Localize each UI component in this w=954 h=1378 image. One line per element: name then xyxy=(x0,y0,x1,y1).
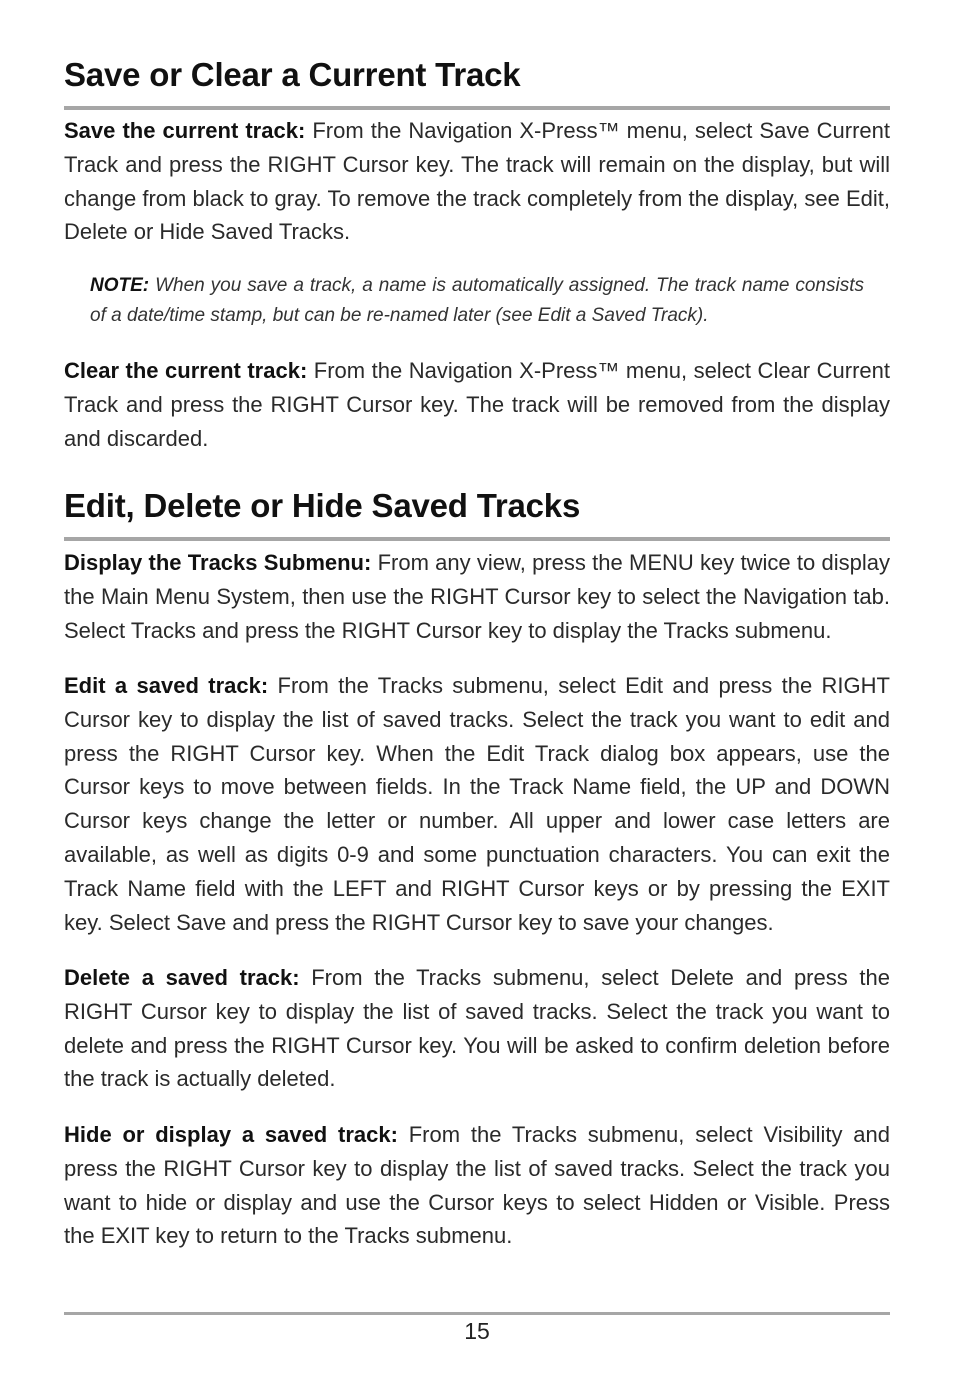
section-rule xyxy=(64,106,890,110)
footer-rule xyxy=(64,1312,890,1315)
section-title-save-clear: Save or Clear a Current Track xyxy=(64,56,521,93)
paragraph-text: From the Navigation X-Press™ menu, select Save Current Track and press the RIGHT Cursor key. The track will remain on the display, but will change from black to gray. To remove the track completely from the display, see Edit, Delete or Hide Saved Tracks. xyxy=(64,118,890,245)
paragraph-delete-saved-track xyxy=(64,961,890,1096)
note-track-naming xyxy=(90,271,864,330)
paragraph-text: From the Tracks submenu, select Edit and press the RIGHT Cursor key to display the list of saved tracks. Select the track you want to edit and press the RIGHT Cursor key. When the Edit Track dialog box appears, use the Cursor keys to move between fields. In the Track Name field, the UP and DOWN Cursor keys change the letter or number. All upper and lower case letters are available, as well as digits 0-9 and some punctuation characters. You can exit the Track Name field with the LEFT and RIGHT Cursor keys or by pressing the EXIT key. Select Save and press the RIGHT Cursor key to save your changes. xyxy=(64,673,890,935)
paragraph-hide-display-saved-track xyxy=(64,1118,890,1253)
paragraph-term: Edit a saved track: xyxy=(64,673,269,698)
page-number: 15 xyxy=(464,1318,490,1344)
paragraph-clear-current-track xyxy=(64,354,890,455)
note-label: NOTE: xyxy=(90,275,150,296)
paragraph-term: Delete a saved track: xyxy=(64,965,300,990)
paragraph-text: From the Tracks submenu, select Visibility and press the RIGHT Cursor key to display the list of saved tracks. Select the track you want to hide or display and use the Cursor keys to select Hidden or Visible. Press the EXIT key to return to the Tracks submenu. xyxy=(64,1122,891,1249)
section-rule xyxy=(64,537,890,541)
paragraph-save-current-track xyxy=(64,114,890,249)
paragraph-term: Clear the current track: xyxy=(64,358,308,383)
manual-page xyxy=(64,0,890,1378)
paragraph-display-tracks-submenu xyxy=(64,546,890,647)
paragraph-edit-saved-track xyxy=(64,669,890,939)
paragraph-text: From the Tracks submenu, select Delete and press the RIGHT Cursor key to display the list of saved tracks. Select the track you want to delete and press the RIGHT Cursor key. You will be asked to confirm deletion before the track is actually deleted. xyxy=(64,965,890,1092)
paragraph-term: Display the Tracks Submenu: xyxy=(64,550,372,575)
paragraph-text: From the Navigation X-Press™ menu, select Clear Current Track and press the RIGHT Cursor key. The track will be removed from the display and discarded. xyxy=(64,358,890,451)
section-title-edit-delete-hide: Edit, Delete or Hide Saved Tracks xyxy=(64,487,581,524)
paragraph-term: Save the current track: xyxy=(64,118,306,143)
paragraph-text: From any view, press the MENU key twice to display the Main Menu System, then use the RIGHT Cursor key to select the Navigation tab. Select Tracks and press the RIGHT Cursor key to display the Tracks submenu. xyxy=(64,550,891,643)
note-text: When you save a track, a name is automatically assigned. The track name consists of a date/time stamp, but can be re-named later (see Edit a Saved Track). xyxy=(90,275,864,326)
paragraph-term: Hide or display a saved track: xyxy=(64,1122,398,1147)
